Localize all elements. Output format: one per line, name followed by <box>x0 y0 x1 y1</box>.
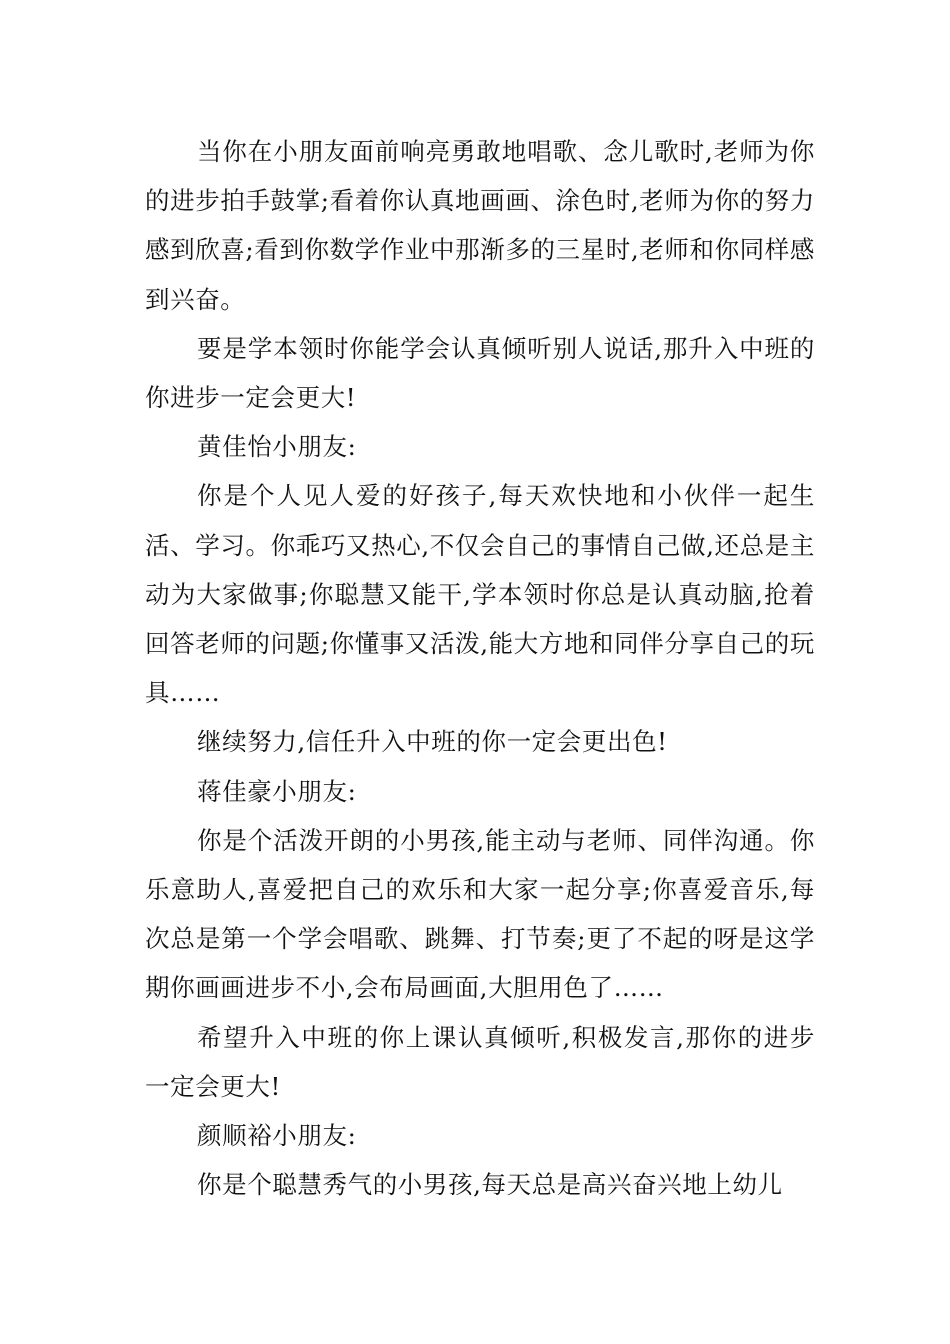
paragraph-jiang-jiahao-encouragement: 希望升入中班的你上课认真倾听,积极发言,那你的进步一定会更大! <box>145 1022 815 1101</box>
document-body <box>145 127 815 1209</box>
salutation-jiang-jiahao: 蒋佳豪小朋友: <box>197 776 357 806</box>
paragraph-yan-shunyu-comment: 你是个聪慧秀气的小男孩,每天总是高兴奋兴地上幼儿 <box>197 1170 783 1200</box>
paragraph-huang-jiayi-encouragement: 继续努力,信任升入中班的你一定会更出色! <box>197 727 668 757</box>
salutation-yan-shunyu: 颜顺裕小朋友: <box>197 1121 357 1151</box>
paragraph-jiang-jiahao-comment: 你是个活泼开朗的小男孩,能主动与老师、同伴沟通。你乐意助人,喜爱把自己的欢乐和大家一起分享;你喜爱音乐,每次总是第一个学会唱歌、跳舞、打节奏;更了不起的呀是这学期你画画进步不小,会布局画面,大胆用色了…… <box>145 825 815 1003</box>
paragraph-praise-progress: 当你在小朋友面前响亮勇敢地唱歌、念儿歌时,老师为你的进步拍手鼓掌;看着你认真地画画、涂色时,老师为你的努力感到欣喜;看到你数学作业中那渐多的三星时,老师和你同样感到兴奋。 <box>145 137 815 314</box>
paragraph-huang-jiayi-comment: 你是个人见人爱的好孩子,每天欢快地和小伙伴一起生活、学习。你乖巧又热心,不仅会自己的事情自己做,还总是主动为大家做事;你聪慧又能干,学本领时你总是认真动脑,抢着回答老师的问题;你懂事又活泼,能大方地和同伴分享自己的玩具…… <box>145 481 815 708</box>
salutation-huang-jiayi: 黄佳怡小朋友: <box>197 432 357 462</box>
paragraph-listening-advice: 要是学本领时你能学会认真倾听别人说话,那升入中班的你进步一定会更大! <box>145 333 815 413</box>
